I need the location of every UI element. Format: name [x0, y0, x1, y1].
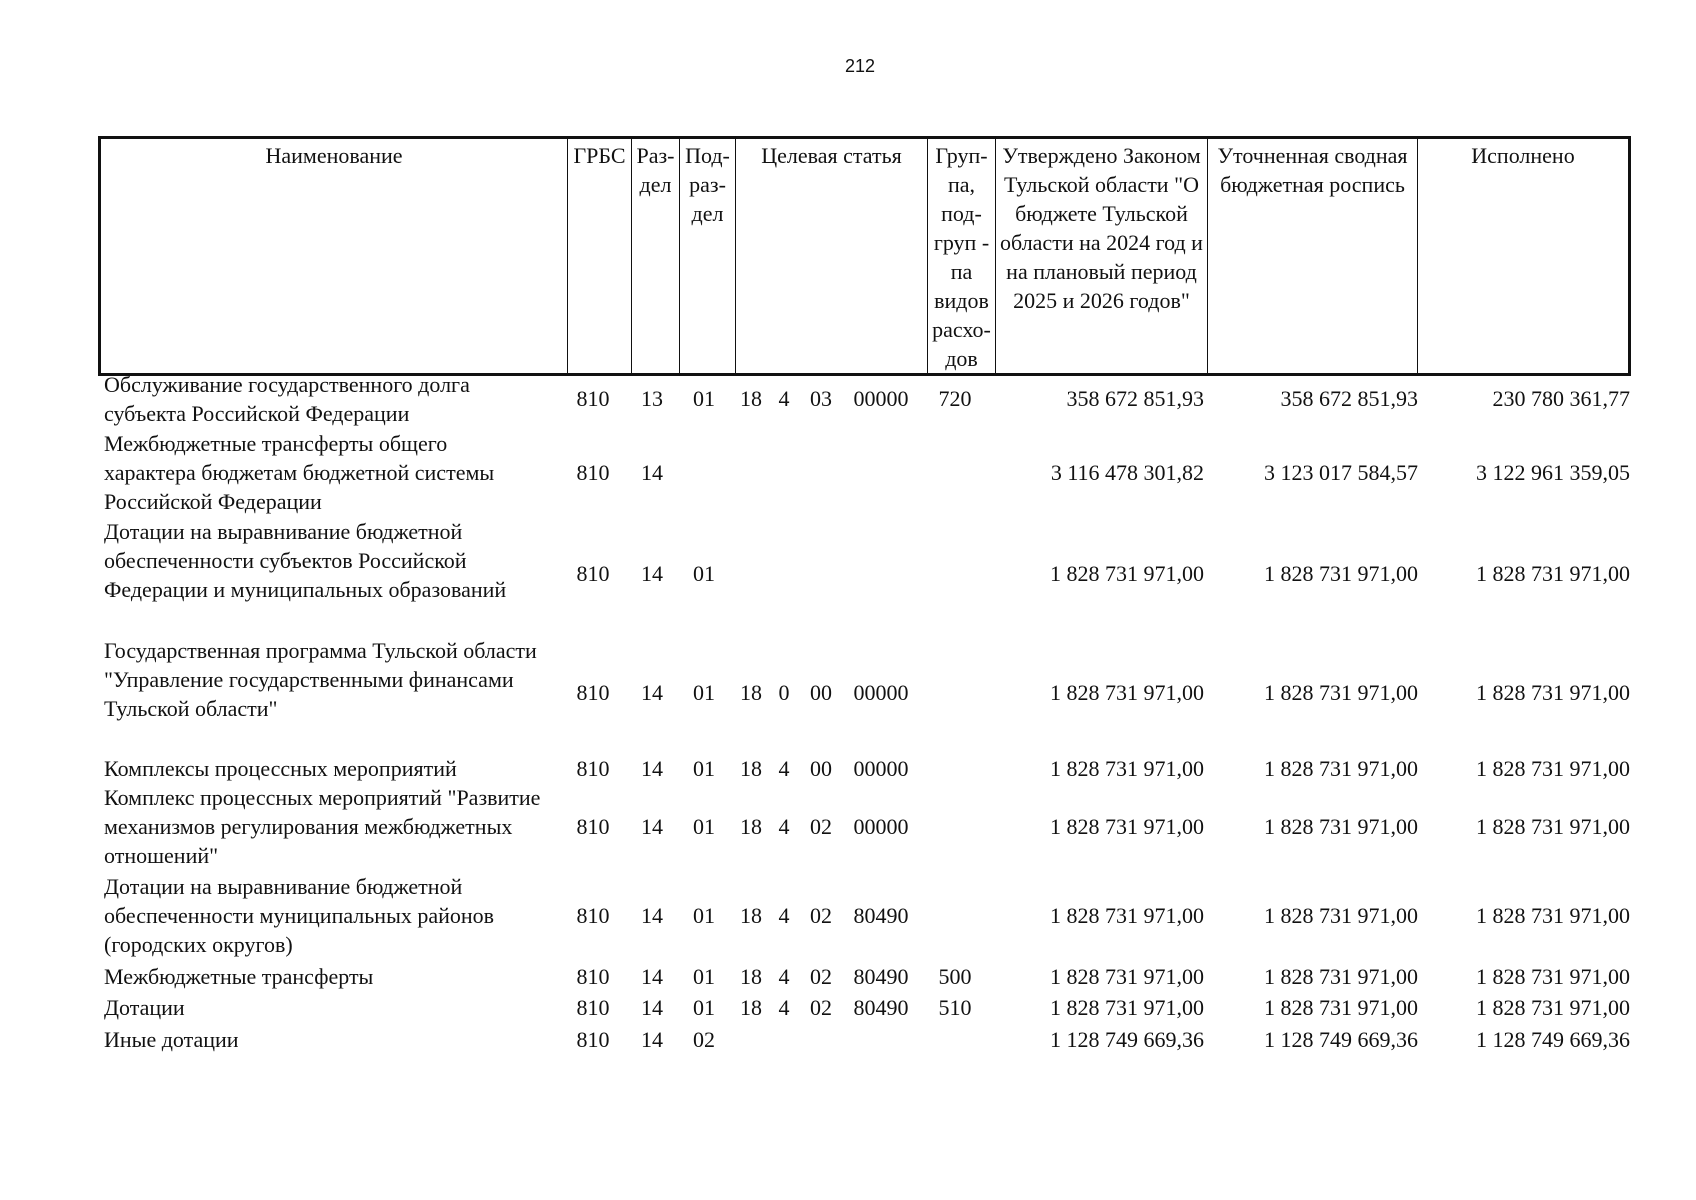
row-executed: 1 828 731 971,00 — [1476, 995, 1630, 1020]
row-refined: 1 828 731 971,00 — [1264, 903, 1418, 928]
row-target-complex: 02 — [810, 964, 832, 989]
row-target-type: 4 — [778, 995, 790, 1020]
row-target-direction: 00000 — [853, 756, 909, 781]
row-refined: 1 828 731 971,00 — [1264, 756, 1418, 781]
row-executed: 1 828 731 971,00 — [1476, 561, 1630, 586]
row-target-program: 18 — [740, 756, 762, 781]
row-grbs: 810 — [576, 814, 610, 839]
row-approved: 3 116 478 301,82 — [1050, 460, 1204, 485]
row-target-type: 4 — [778, 964, 790, 989]
header-executed: Исполнено — [1418, 138, 1630, 375]
row-target-complex: 03 — [810, 386, 832, 411]
header-name: Наименование — [100, 138, 568, 375]
row-target-direction: 80490 — [853, 903, 909, 928]
row-target-program: 18 — [740, 995, 762, 1020]
row-refined: 1 828 731 971,00 — [1264, 561, 1418, 586]
row-grbs: 810 — [576, 680, 610, 705]
row-target-complex: 00 — [810, 680, 832, 705]
row-refined: 1 828 731 971,00 — [1264, 964, 1418, 989]
row-executed: 230 780 361,77 — [1492, 386, 1630, 411]
row-name: Обслуживание государственного долга субъекта Российской Федерации — [104, 372, 470, 426]
row-grbs: 810 — [576, 995, 610, 1020]
row-approved: 1 828 731 971,00 — [1050, 964, 1204, 989]
row-executed: 3 122 961 359,05 — [1476, 460, 1630, 485]
header-grbs: ГРБС — [568, 138, 632, 375]
row-executed: 1 828 731 971,00 — [1476, 756, 1630, 781]
row-name: Межбюджетные трансферты общего характера бюджетам бюджетной системы Российской Федерации — [104, 431, 495, 514]
row-executed: 1 128 749 669,36 — [1476, 1027, 1630, 1052]
row-refined: 1 828 731 971,00 — [1264, 995, 1418, 1020]
row-target-program: 18 — [740, 903, 762, 928]
row-target-direction: 80490 — [853, 964, 909, 989]
row-approved: 1 828 731 971,00 — [1050, 995, 1204, 1020]
row-expense-group: 500 — [938, 964, 972, 989]
row-grbs: 810 — [576, 561, 610, 586]
row-name: Государственная программа Тульской области "Управление государственными финансами Тульской области" — [104, 638, 537, 721]
row-approved: 1 828 731 971,00 — [1050, 561, 1204, 586]
row-executed: 1 828 731 971,00 — [1476, 903, 1630, 928]
row-grbs: 810 — [576, 903, 610, 928]
row-refined: 1 828 731 971,00 — [1264, 814, 1418, 839]
row-name: Дотации на выравнивание бюджетной обеспеченности муниципальных районов (городских округов) — [104, 874, 495, 957]
row-target-direction: 00000 — [853, 680, 909, 705]
row-podrazdel: 01 — [693, 386, 715, 411]
row-podrazdel: 01 — [693, 964, 715, 989]
header-approved: Утверждено Законом Тульской области "О бюджете Тульской области на 2024 год и на плановый период 2025 и 2026 годов" — [996, 138, 1208, 375]
row-razdel: 14 — [641, 756, 663, 781]
row-podrazdel: 01 — [693, 995, 715, 1020]
row-podrazdel: 01 — [693, 814, 715, 839]
row-expense-group: 510 — [938, 995, 972, 1020]
row-razdel: 14 — [641, 460, 663, 485]
row-grbs: 810 — [576, 756, 610, 781]
row-target-program: 18 — [740, 680, 762, 705]
row-razdel: 14 — [641, 995, 663, 1020]
row-target-direction: 80490 — [853, 995, 909, 1020]
row-approved: 1 828 731 971,00 — [1050, 756, 1204, 781]
row-target-program: 18 — [740, 386, 762, 411]
row-approved: 358 672 851,93 — [1066, 386, 1204, 411]
row-podrazdel: 01 — [693, 756, 715, 781]
row-executed: 1 828 731 971,00 — [1476, 964, 1630, 989]
row-grbs: 810 — [576, 386, 610, 411]
row-target-type: 4 — [778, 386, 790, 411]
header-target-article: Целевая статья — [736, 138, 928, 375]
row-target-direction: 00000 — [853, 386, 909, 411]
row-executed: 1 828 731 971,00 — [1476, 814, 1630, 839]
row-refined: 358 672 851,93 — [1280, 386, 1418, 411]
row-razdel: 14 — [641, 680, 663, 705]
row-approved: 1 828 731 971,00 — [1050, 903, 1204, 928]
row-razdel: 13 — [641, 386, 663, 411]
row-approved: 1 128 749 669,36 — [1050, 1027, 1204, 1052]
row-target-type: 4 — [778, 814, 790, 839]
header-refined: Уточненная сводная бюджетная роспись — [1208, 138, 1418, 375]
row-refined: 1 128 749 669,36 — [1264, 1027, 1418, 1052]
row-approved: 1 828 731 971,00 — [1050, 814, 1204, 839]
row-name: Комплексы процессных мероприятий — [104, 756, 457, 781]
row-target-type: 4 — [778, 903, 790, 928]
row-razdel: 14 — [641, 903, 663, 928]
row-executed: 1 828 731 971,00 — [1476, 680, 1630, 705]
row-refined: 1 828 731 971,00 — [1264, 680, 1418, 705]
header-podrazdel: Под-раз-дел — [680, 138, 736, 375]
row-podrazdel: 02 — [693, 1027, 715, 1052]
row-grbs: 810 — [576, 964, 610, 989]
row-name: Межбюджетные трансферты — [104, 964, 374, 989]
row-name: Дотации — [104, 995, 185, 1020]
row-razdel: 14 — [641, 964, 663, 989]
row-name: Дотации на выравнивание бюджетной обеспеченности субъектов Российской Федерации и муниципальных образований — [104, 519, 507, 602]
row-grbs: 810 — [576, 1027, 610, 1052]
row-razdel: 14 — [641, 1027, 663, 1052]
row-refined: 3 123 017 584,57 — [1264, 460, 1418, 485]
row-target-type: 4 — [778, 756, 790, 781]
row-razdel: 14 — [641, 814, 663, 839]
row-approved: 1 828 731 971,00 — [1050, 680, 1204, 705]
row-target-program: 18 — [740, 964, 762, 989]
row-target-program: 18 — [740, 814, 762, 839]
row-target-type: 0 — [778, 680, 790, 705]
row-podrazdel: 01 — [693, 903, 715, 928]
row-target-complex: 02 — [810, 995, 832, 1020]
row-name: Иные дотации — [104, 1027, 239, 1052]
row-razdel: 14 — [641, 561, 663, 586]
row-target-direction: 00000 — [853, 814, 909, 839]
row-target-complex: 00 — [810, 756, 832, 781]
row-target-complex: 02 — [810, 903, 832, 928]
row-grbs: 810 — [576, 460, 610, 485]
row-podrazdel: 01 — [693, 561, 715, 586]
page-number: 212 — [844, 56, 876, 76]
row-podrazdel: 01 — [693, 680, 715, 705]
row-name: Комплекс процессных мероприятий "Развитие механизмов регулирования межбюджетных отношений" — [104, 785, 541, 868]
header-expense-group: Груп-па, под-груп - па видов расхо-дов — [928, 138, 996, 375]
row-expense-group: 720 — [938, 386, 972, 411]
row-target-complex: 02 — [810, 814, 832, 839]
header-razdel: Раз-дел — [632, 138, 680, 375]
